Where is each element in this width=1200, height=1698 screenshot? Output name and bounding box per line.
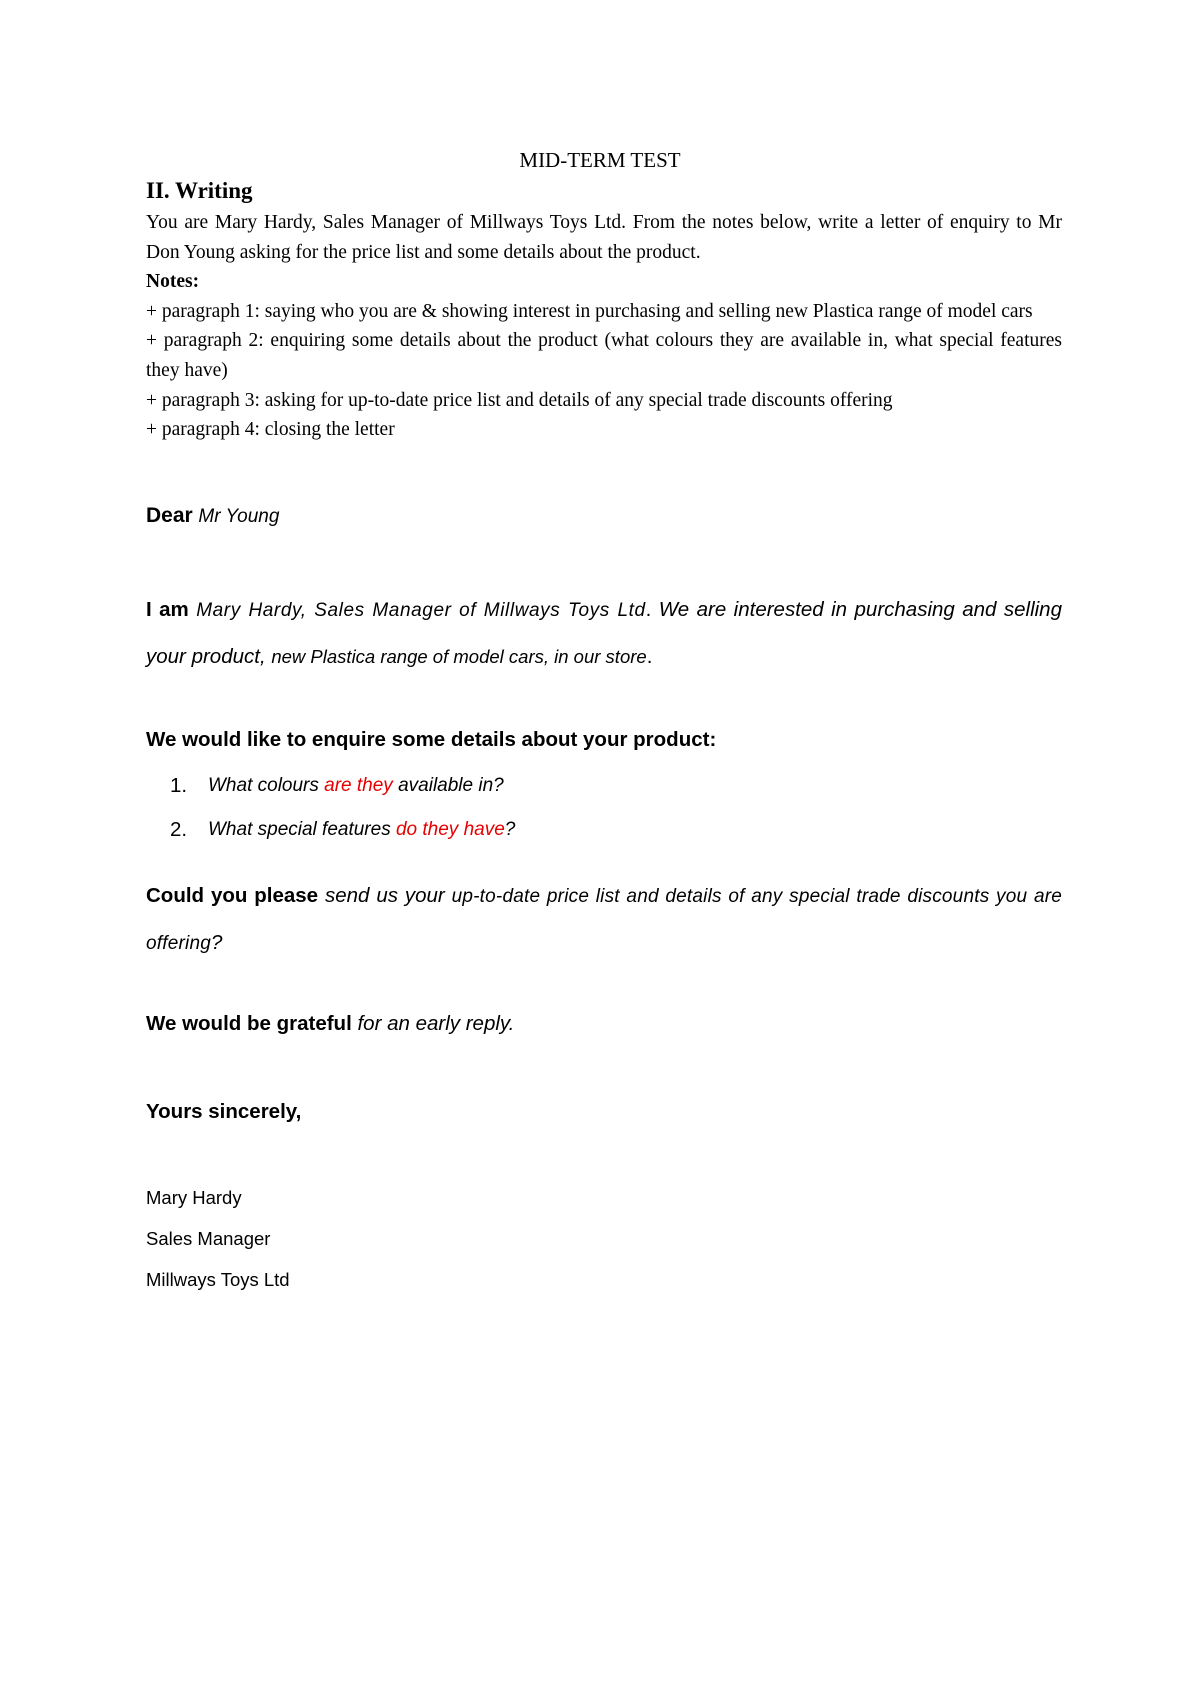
page-title: MID-TERM TEST bbox=[519, 148, 681, 172]
para1-product: new Plastica range of model cars, in our store bbox=[271, 646, 647, 667]
greeting-name: Mr Young bbox=[198, 506, 280, 527]
signature-position: Sales Manager bbox=[146, 1228, 271, 1249]
para3-details: up-to-date price list and details of any special trade discounts you are offering bbox=[146, 886, 1063, 954]
para3-request: send us your bbox=[324, 884, 445, 907]
question-before: What colours bbox=[208, 775, 319, 796]
question-number: 2. bbox=[170, 818, 188, 841]
signature-company: Millways Toys Ltd bbox=[146, 1269, 290, 1290]
greeting-lead: Dear bbox=[146, 504, 193, 527]
signature-name: Mary Hardy bbox=[146, 1187, 242, 1208]
section-heading: II. Writing bbox=[146, 178, 253, 203]
question-highlight: are they bbox=[324, 775, 393, 796]
para4-lead: We would be grateful bbox=[146, 1012, 352, 1035]
question-text bbox=[208, 819, 515, 840]
question-number: 1. bbox=[170, 774, 188, 797]
letter-paragraph-closing bbox=[146, 1009, 1062, 1039]
note-item: + paragraph 1: saying who you are & showing interest in purchasing and selling new Plastica range of model cars bbox=[146, 300, 1033, 322]
question-list bbox=[170, 771, 1050, 859]
para2-lead: We would like to enquire some details about your product: bbox=[146, 728, 717, 751]
note-item: + paragraph 4: closing the letter bbox=[146, 419, 395, 441]
para3-end: ? bbox=[210, 931, 223, 954]
letter-greeting bbox=[146, 502, 1062, 531]
question-after: ? bbox=[504, 819, 516, 840]
letter-paragraph-intro bbox=[146, 587, 1062, 680]
note-item: + paragraph 3: asking for up-to-date price list and details of any special trade discounts offering bbox=[146, 389, 893, 411]
list-item bbox=[170, 815, 1050, 859]
list-item bbox=[170, 771, 1050, 815]
letter-sign-off: Yours sincerely, bbox=[146, 1100, 302, 1123]
para1-end: . bbox=[646, 645, 653, 668]
question-after: available in? bbox=[398, 775, 504, 796]
para1-dot: . bbox=[645, 598, 652, 621]
para3-lead: Could you please bbox=[146, 884, 319, 907]
letter-paragraph-enquiry bbox=[146, 725, 1062, 755]
para4-rest: for an early reply. bbox=[357, 1012, 515, 1035]
para1-interest: We are interested in purchasing and selling your product, bbox=[146, 598, 1062, 668]
question-text bbox=[208, 775, 504, 796]
para1-intro: Mary Hardy, Sales Manager of Millways Toys Ltd bbox=[196, 600, 646, 621]
para1-lead: I am bbox=[146, 598, 189, 621]
notes-label: Notes: bbox=[146, 271, 200, 293]
task-prompt bbox=[146, 208, 1062, 445]
question-before: What special features bbox=[208, 819, 391, 840]
question-highlight: do they have bbox=[395, 819, 505, 840]
letter-paragraph-request bbox=[146, 873, 1062, 967]
prompt-text: You are Mary Hardy, Sales Manager of Millways Toys Ltd. From the notes below, write a letter of enquiry to Mr Don Young asking for the price list and some details about the product. bbox=[146, 212, 1062, 263]
note-item: + paragraph 2: enquiring some details about the product (what colours they are available in, what special features they have) bbox=[146, 330, 1062, 381]
